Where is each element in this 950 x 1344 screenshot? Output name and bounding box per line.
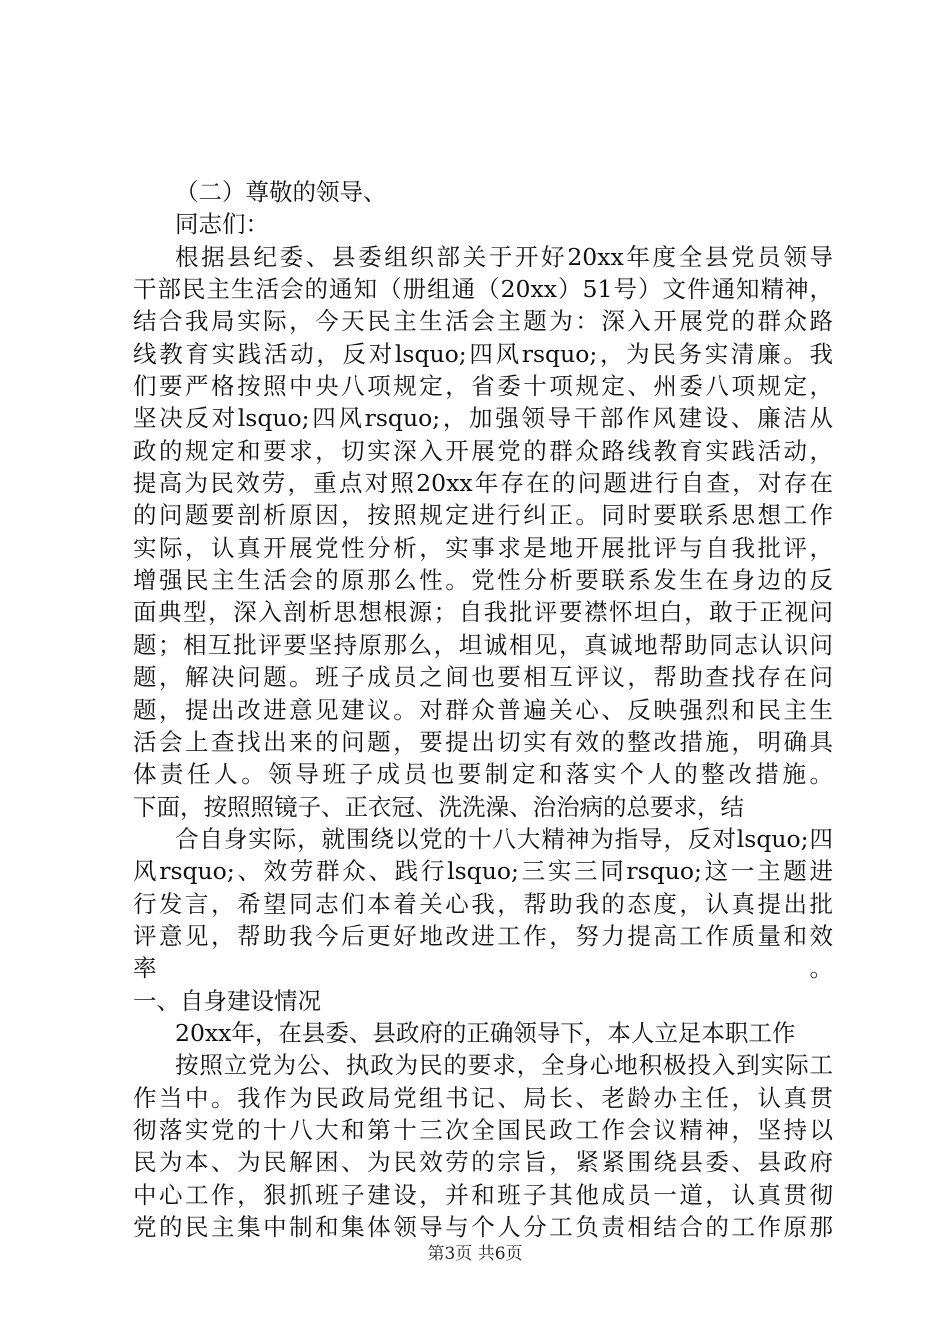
paragraph-line: 题，解决问题。班子成员之间也要相互评议，帮助查找存在问 (133, 663, 833, 692)
paragraph-line: 彻落实党的十八大和第十三次全国民政工作会议精神，坚持以 (133, 1115, 833, 1144)
paragraph-line: 风rsquo;、效劳群众、践行lsquo;三实三同rsquo;这一主题进 (133, 857, 833, 886)
paragraph-line: 中心工作，狠抓班子建设，并和班子其他成员一道，认真贯彻 (133, 1180, 833, 1209)
paragraph-line: 题；相互批评要坚持原那么，坦诚相见，真诚地帮助同志认识问 (133, 630, 833, 659)
paragraph-line: 活会上查找出来的问题，要提出切实有效的整改措施，明确具 (133, 727, 833, 756)
paragraph-line: 们要严格按照中央八项规定，省委十项规定、州委八项规定， (133, 372, 833, 401)
paragraph-line: 党的民主集中制和集体领导与个人分工负责相结合的工作原那 (133, 1213, 833, 1241)
paragraph-line: 线教育实践活动，反对lsquo;四风rsquo;，为民务实清廉。我 (133, 339, 833, 368)
paragraph-line: 作当中。我作为民政局党组书记、局长、老龄办主任，认真贯 (133, 1083, 833, 1112)
paragraph-line: 干部民主生活会的通知（册组通（20xx）51号）文件通知精神， (133, 275, 833, 304)
paragraph-line: 体责任人。领导班子成员也要制定和落实个人的整改措施。 (133, 760, 833, 789)
salutation: 同志们： (175, 210, 269, 239)
paragraph-line: 面典型，深入剖析思想根源；自我批评要襟怀坦白，敢于正视问 (133, 598, 833, 627)
paragraph-line: 率。 (133, 954, 833, 983)
paragraph-line: 行发言，希望同志们本着关心我，帮助我的态度，认真提出批 (133, 889, 833, 918)
page-number-footer: 第3页 共6页 (427, 1244, 523, 1264)
paragraph-line: 增强民主生活会的原那么性。党性分析要联系发生在身边的反 (133, 566, 833, 595)
paragraph-line: 提高为民效劳，重点对照20xx年存在的问题进行自查，对存在 (133, 469, 833, 498)
paragraph-line: 合自身实际，就围绕以党的十八大精神为指导，反对lsquo;四 (175, 824, 833, 853)
section-heading: （二）尊敬的领导、 (175, 178, 387, 206)
paragraph-line: 政的规定和要求，切实深入开展党的群众路线教育实践活动， (133, 436, 833, 465)
document-body (133, 176, 833, 1276)
paragraph-line: 按照立党为公、执政为民的要求，全身心地积极投入到实际工 (175, 1051, 833, 1080)
paragraph-line: 下面，按照照镜子、正衣冠、洗洗澡、治治病的总要求，结 (133, 792, 744, 821)
paragraph-line: 评意见，帮助我今后更好地改进工作，努力提高工作质量和效 (133, 921, 833, 950)
paragraph-line: 实际，认真开展党性分析，实事求是地开展批评与自我批评， (133, 533, 833, 562)
paragraph-line: 民为本、为民解困、为民效劳的宗旨，紧紧围绕县委、县政府 (133, 1148, 833, 1177)
paragraph-line: 根据县纪委、县委组织部关于开好20xx年度全县党员领导 (175, 242, 833, 271)
paragraph-line: 一、自身建设情况 (133, 986, 321, 1015)
paragraph-line: 结合我局实际，今天民主生活会主题为：深入开展党的群众路 (133, 307, 833, 336)
paragraph-line: 题，提出改进意见建议。对群众普遍关心、反映强烈和民主生 (133, 695, 833, 724)
section-heading: 20xx年，在县委、县政府的正确领导下，本人立足本职工作 (175, 1018, 796, 1047)
paragraph-line: 坚决反对lsquo;四风rsquo;，加强领导干部作风建设、廉洁从 (133, 404, 833, 433)
paragraph-line: 的问题要剖析原因，按照规定进行纠正。同时要联系思想工作 (133, 501, 833, 530)
